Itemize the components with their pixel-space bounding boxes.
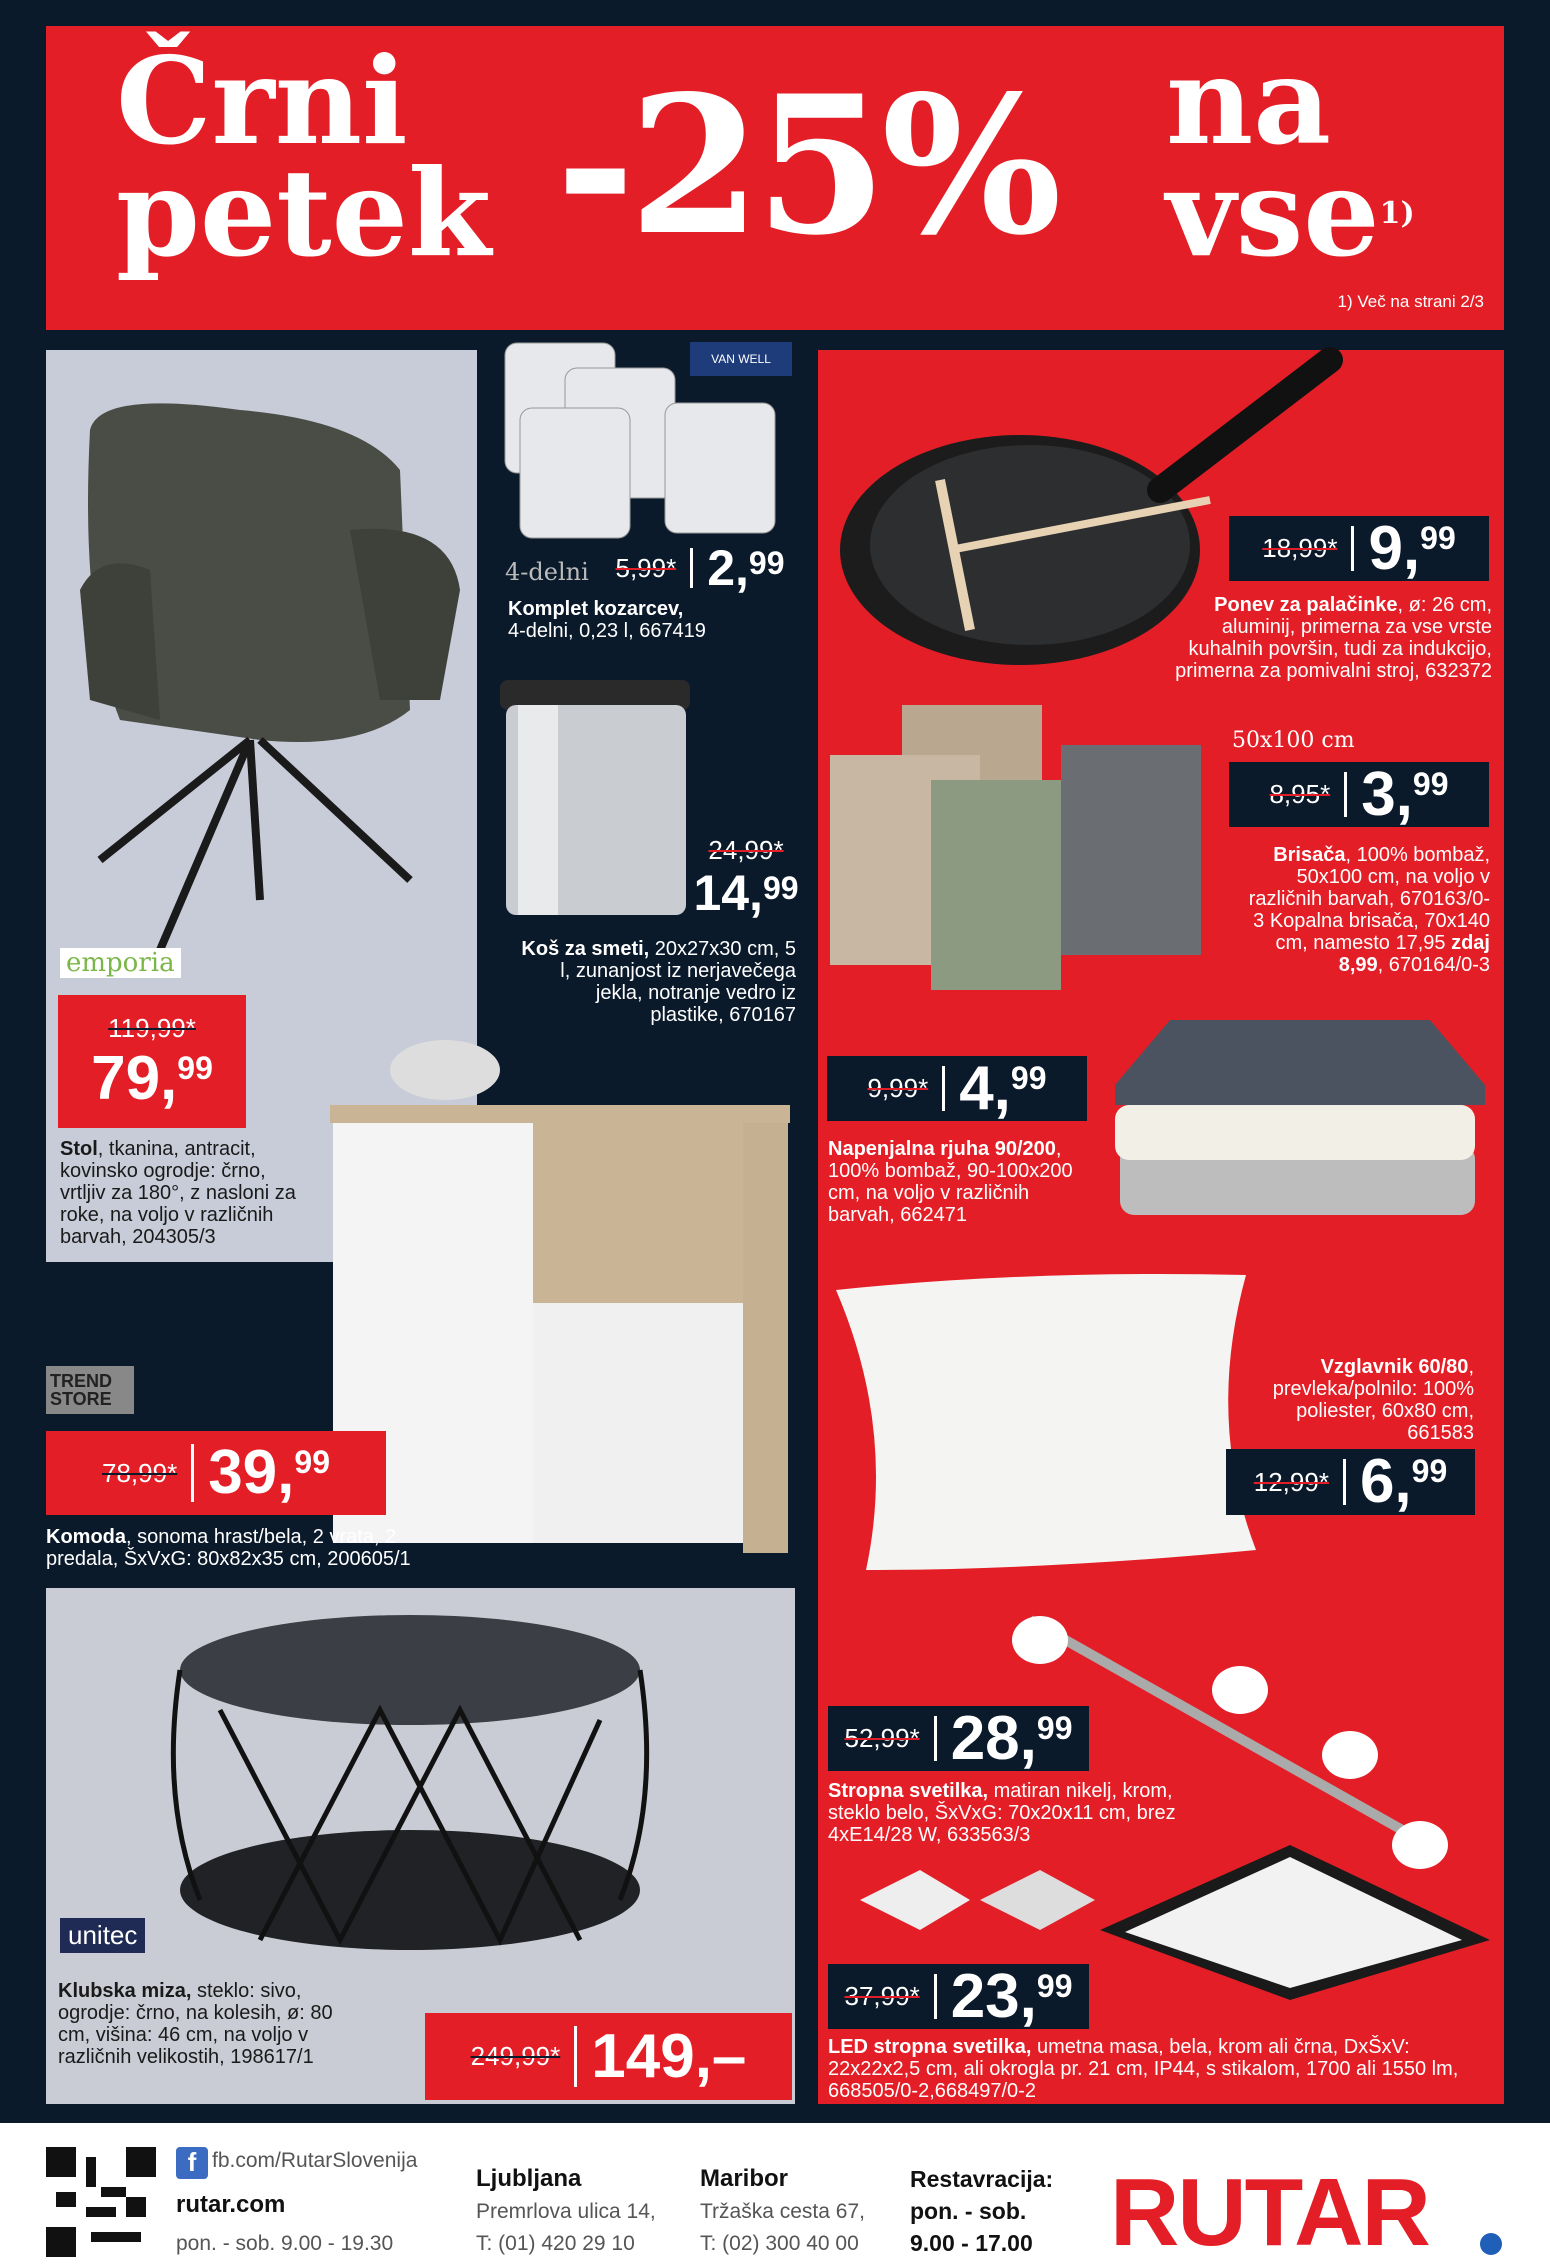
ceiling-lamp-price-tag bbox=[828, 1703, 1089, 1773]
product-name: Brisača bbox=[1273, 844, 1346, 866]
pillow-price-tag bbox=[1226, 1449, 1475, 1515]
restaurant-days: pon. - sob. bbox=[910, 2198, 1027, 2224]
table-description bbox=[58, 1980, 358, 2068]
pan-description bbox=[1150, 594, 1492, 682]
old-price: 18,99* bbox=[1262, 533, 1338, 563]
sheet-description bbox=[828, 1138, 1098, 1226]
price-cents: 99 bbox=[1420, 519, 1456, 556]
new-price: 6, bbox=[1359, 1447, 1412, 1516]
new-price: 28, bbox=[950, 1703, 1037, 1773]
banner-line1: Črni bbox=[116, 31, 408, 172]
chair-price-tag bbox=[58, 995, 246, 1128]
product-name: Komplet kozarcev, bbox=[508, 598, 684, 620]
product-details: , ø: 26 cm, aluminij, primerna za vse vrste kuhalnih površin, tudi za indukcijo, primerna za pomivalni stroj, 632372 bbox=[1175, 594, 1492, 682]
banner-sup: 1) bbox=[1379, 196, 1415, 231]
old-price: 37,99* bbox=[844, 1981, 920, 2011]
pillow-image bbox=[826, 1270, 1266, 1580]
banner-footnote: 1) Več na strani 2/3 bbox=[1337, 292, 1484, 311]
trend-store-logo: TREND STORE bbox=[46, 1366, 134, 1414]
coffee-table-image bbox=[160, 1600, 660, 2000]
old-price: 9,99* bbox=[867, 1073, 929, 1103]
chair-description bbox=[60, 1138, 300, 1248]
price-cents: 99 bbox=[748, 545, 785, 581]
bath-towel-price: 8,99 bbox=[1338, 954, 1378, 976]
table-price-tag bbox=[425, 2013, 792, 2100]
banner-discount: -25% bbox=[556, 54, 1056, 277]
towel-price-tag bbox=[1229, 759, 1489, 829]
price-cents: 99 bbox=[762, 869, 799, 906]
product-name: Vzglavnik 60/80 bbox=[1320, 1356, 1469, 1378]
old-price: 78,99* bbox=[102, 1457, 178, 1488]
old-price: 8,95* bbox=[1269, 779, 1331, 809]
bin-description bbox=[520, 938, 796, 1026]
product-name: Koš za smeti, bbox=[521, 938, 650, 960]
old-price: 5,99* bbox=[615, 552, 677, 583]
price-cents: 99 bbox=[294, 1444, 330, 1480]
led-lamp-price-tag bbox=[828, 1961, 1089, 2031]
product-details: umetna masa, bela, krom ali črna, DxŠxV: 22x22x2,5 cm, ali okrogla pr. 21 cm, IP44, s stikalom, 1700 ali 1550 lm, 668505/0-2,668497/0-2 bbox=[828, 2036, 1459, 2102]
unitec-logo: unitec bbox=[60, 1918, 145, 1953]
sheet-price-tag bbox=[827, 1053, 1087, 1123]
banner-vse: vse bbox=[1166, 143, 1380, 284]
restaurant-hours bbox=[910, 2163, 1053, 2259]
banner-line2: petek bbox=[116, 143, 492, 284]
old-price: 52,99* bbox=[844, 1723, 920, 1753]
facebook-link[interactable]: fb.com/RutarSlovenija bbox=[212, 2149, 418, 2172]
store-hours: pon. - sob. 9.00 - 19.30 bbox=[176, 2232, 394, 2255]
chair-image bbox=[60, 370, 470, 970]
product-details: 20x27x30 cm, 5 l, zunanjost iz nerjavečega jekla, notranje vedro iz plastike, 670167 bbox=[560, 938, 796, 1026]
maribor-store bbox=[700, 2163, 865, 2260]
pan-price-tag bbox=[1229, 513, 1489, 583]
new-price: 39, bbox=[208, 1438, 295, 1507]
dresser-image bbox=[325, 1020, 795, 1560]
new-price: 23, bbox=[950, 1961, 1037, 2031]
towel-description bbox=[1240, 844, 1490, 976]
product-name: LED stropna svetilka, bbox=[828, 2036, 1032, 2058]
restaurant-time: 9.00 - 17.00 bbox=[910, 2230, 1033, 2256]
product-details: matiran nikelj, krom, steklo belo, ŠxVxG: 70x20x11 cm, brez 4xE14/28 W, 633563/3 bbox=[828, 1780, 1176, 1846]
product-name: Ponev za palačinke bbox=[1214, 594, 1398, 616]
product-details: , prevleka/polnilo: 100% poliester, 60x80 cm, 661583 bbox=[1272, 1356, 1474, 1444]
banner-na: na bbox=[1166, 31, 1331, 172]
facebook-icon[interactable]: f bbox=[176, 2147, 208, 2179]
banner-title bbox=[116, 31, 492, 284]
bin-price-tag bbox=[690, 826, 802, 926]
product-name: Klubska miza, bbox=[58, 1980, 192, 2002]
price-cents: 99 bbox=[1412, 765, 1449, 802]
qr-code-icon[interactable] bbox=[46, 2147, 156, 2257]
store-city: Maribor bbox=[700, 2165, 789, 2192]
footer bbox=[0, 2123, 1550, 2268]
new-price: 3, bbox=[1361, 759, 1413, 829]
price-cents: 99 bbox=[1036, 1967, 1073, 2004]
old-price: 249,99* bbox=[470, 2041, 561, 2071]
restaurant-title: Restavracija: bbox=[910, 2166, 1054, 2192]
product-code: , 670164/0-3 bbox=[1377, 954, 1490, 976]
product-details: , 100% bombaž, 90-100x200 cm, na voljo v različnih barvah, 662471 bbox=[828, 1138, 1073, 1226]
product-name: Stropna svetilka, bbox=[828, 1780, 989, 1802]
led-lamp-description bbox=[828, 2036, 1498, 2102]
product-details: , 100% bombaž, 50x100 cm, na voljo v različnih barvah, 670163/0-3 Kopalna brisača, 70x140 cm, namesto 17,95 bbox=[1248, 844, 1490, 954]
product-name: Stol bbox=[60, 1138, 98, 1160]
promo-banner bbox=[46, 26, 1504, 330]
price-cents: 99 bbox=[177, 1050, 213, 1086]
ceiling-lamp-description bbox=[828, 1780, 1228, 1846]
product-name: Komoda bbox=[46, 1526, 126, 1548]
store-address: Tržaška cesta 67, bbox=[700, 2200, 865, 2223]
new-price: 14, bbox=[693, 864, 763, 921]
pillow-description bbox=[1250, 1356, 1474, 1444]
old-price: 12,99* bbox=[1253, 1466, 1329, 1497]
banner-na-vse bbox=[1166, 31, 1415, 284]
product-details: , sonoma hrast/bela, 2 vrata, 2 predala, ŠxVxG: 80x82x35 cm, 200605/1 bbox=[46, 1526, 411, 1570]
dresser-description bbox=[46, 1526, 466, 1570]
van-well-logo: VAN WELL bbox=[690, 342, 792, 376]
product-details: 4-delni, 0,23 l, 667419 bbox=[508, 620, 706, 642]
store-city: Ljubljana bbox=[476, 2165, 582, 2192]
now-label: zdaj bbox=[1451, 932, 1490, 954]
emporia-logo: emporia bbox=[60, 948, 181, 978]
price-cents: 99 bbox=[1411, 1453, 1448, 1489]
price-cents: 99 bbox=[1036, 1709, 1073, 1746]
store-phone: T: (01) 420 29 10 bbox=[476, 2232, 635, 2255]
ljubljana-store bbox=[476, 2163, 656, 2260]
fitted-sheets-image bbox=[1110, 1015, 1490, 1220]
new-price: 9, bbox=[1368, 513, 1421, 583]
glasses-description bbox=[508, 598, 798, 642]
new-price: 4, bbox=[959, 1053, 1011, 1123]
dresser-price-tag bbox=[46, 1431, 386, 1515]
rutar-logo: RUTAR bbox=[1110, 2159, 1429, 2266]
trash-bin-image bbox=[498, 670, 698, 930]
glasses-price-tag bbox=[600, 540, 800, 596]
product-details: steklo: sivo, ogrodje: črno, na kolesih, ø: 80 cm, višina: 46 cm, na voljo v različnih velikostih, 198617/1 bbox=[58, 1980, 333, 2068]
product-details: , tkanina, antracit, kovinsko ogrodje: črno, vrtljiv za 180°, z nasloni za roke, na voljo v različnih barvah, 204305/3 bbox=[60, 1138, 296, 1248]
new-price: 2, bbox=[707, 540, 749, 596]
logo-dot bbox=[1480, 2233, 1502, 2255]
website-link[interactable]: rutar.com bbox=[176, 2191, 286, 2218]
store-address: Premrlova ulica 14, bbox=[476, 2200, 656, 2223]
towel-size-label: 50x100 cm bbox=[1232, 728, 1355, 753]
product-name: Napenjalna rjuha 90/200 bbox=[828, 1138, 1056, 1160]
price-cents: 99 bbox=[1010, 1059, 1047, 1096]
glasses-label: 4-delni bbox=[505, 558, 589, 586]
new-price: 79, bbox=[91, 1044, 178, 1113]
store-phone: T: (02) 300 40 00 bbox=[700, 2232, 859, 2255]
new-price: 149,– bbox=[591, 2021, 747, 2091]
towels-image bbox=[826, 700, 1206, 1000]
old-price: 24,99* bbox=[708, 834, 784, 865]
old-price: 119,99* bbox=[108, 1013, 196, 1043]
